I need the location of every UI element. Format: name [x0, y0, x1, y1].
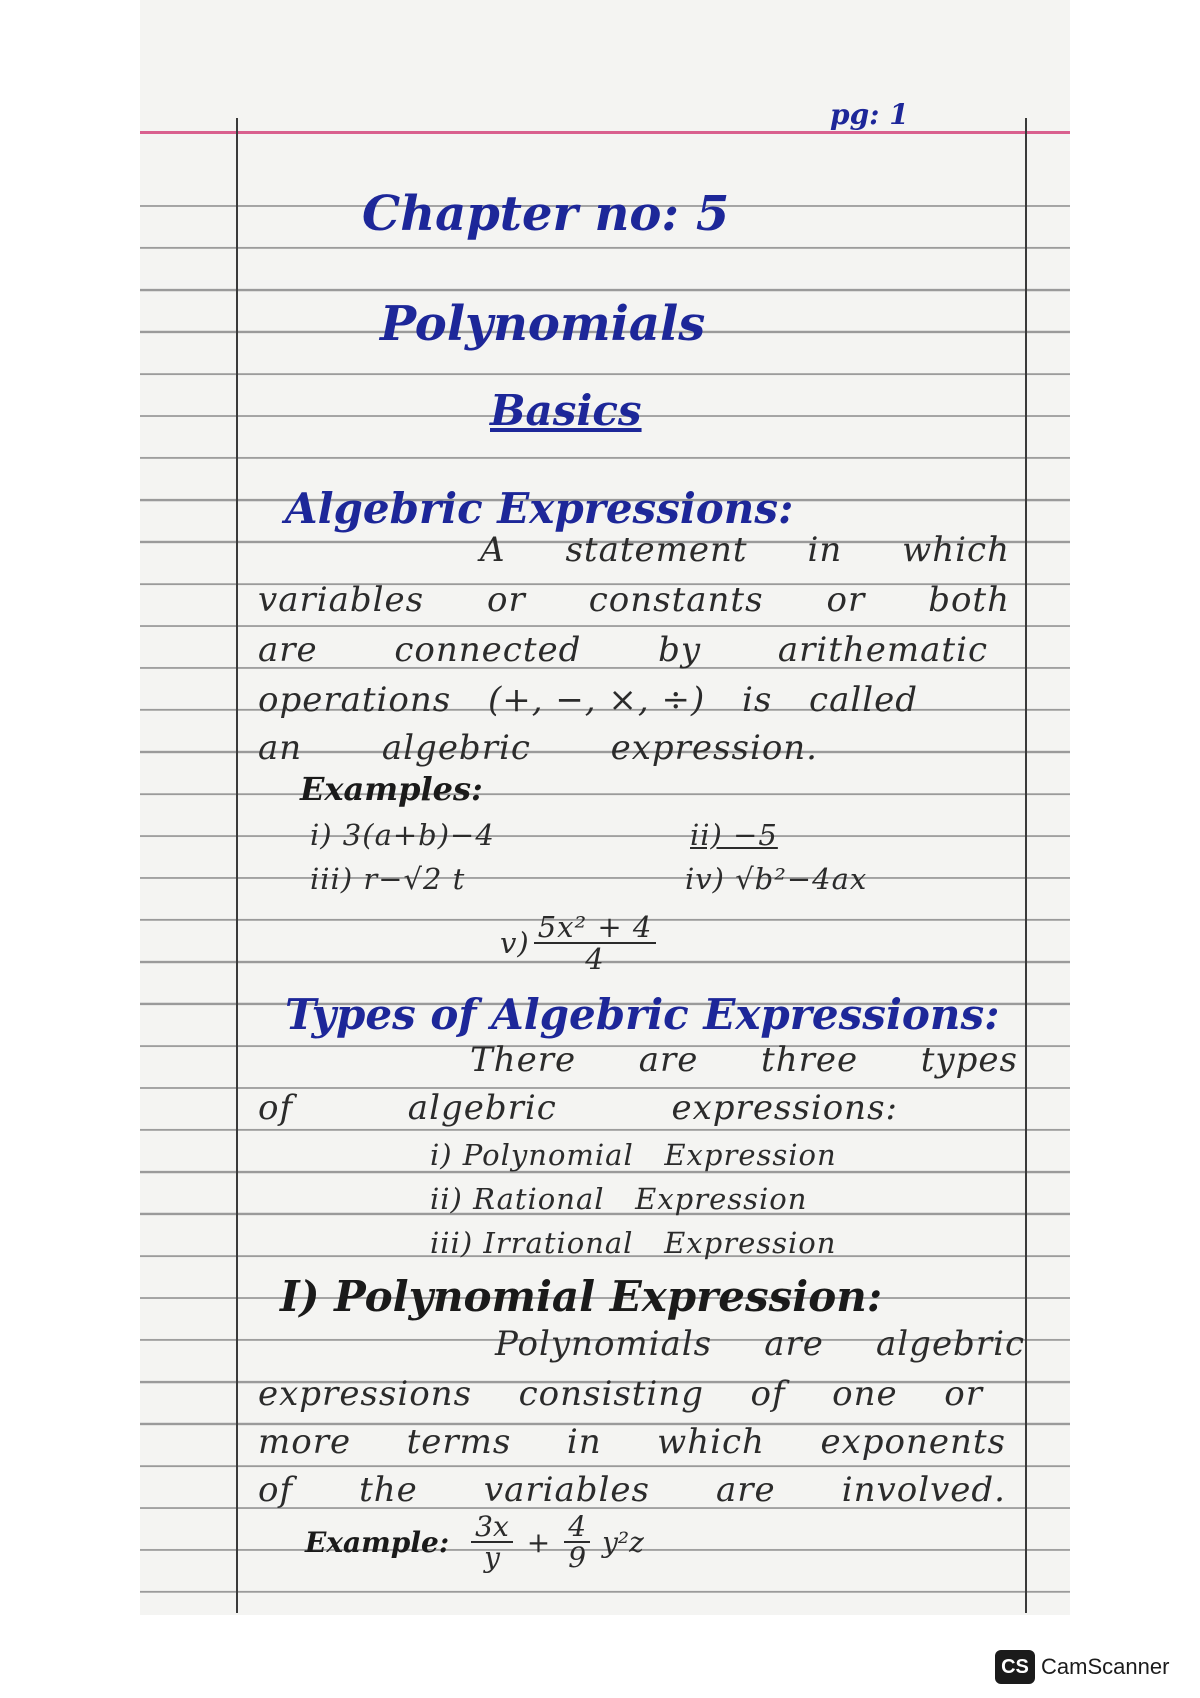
polynomial-line-4 — [258, 1470, 1006, 1510]
examples-label: Examples: — [300, 770, 483, 808]
word: of — [750, 1374, 786, 1414]
types-heading: Types of Algebric Expressions: — [285, 990, 1000, 1039]
left-margin-line — [236, 118, 238, 1613]
fraction-1-numerator: 3x — [471, 1512, 513, 1543]
definition-line-3 — [258, 630, 988, 670]
polynomial-example — [305, 1512, 644, 1573]
example-4: iv) √b²−4ax — [685, 862, 868, 896]
camscanner-label: CamScanner — [1041, 1654, 1170, 1679]
word: or — [487, 580, 526, 620]
word: is — [742, 680, 773, 720]
right-margin-line — [1025, 118, 1027, 1613]
word: are — [764, 1324, 824, 1364]
word: which — [657, 1422, 765, 1462]
type-item-1: i) Polynomial Expression — [430, 1138, 837, 1172]
types-line-2 — [258, 1088, 898, 1128]
word: an — [258, 728, 303, 768]
word: operations — [258, 680, 452, 720]
word: both — [928, 580, 1010, 620]
word: variables — [258, 580, 425, 620]
word: A — [480, 530, 506, 570]
word: expressions — [258, 1374, 473, 1414]
example-2: ii) −5 — [690, 818, 778, 852]
word: terms — [406, 1422, 512, 1462]
example-5-fraction — [534, 912, 657, 975]
word: variables — [483, 1470, 650, 1510]
example-5-prefix: v) — [500, 926, 530, 961]
word: Polynomials — [495, 1324, 713, 1364]
word: connected — [394, 630, 582, 670]
word: by — [658, 630, 702, 670]
word: of — [258, 1470, 294, 1510]
subject-title: Polynomials — [380, 296, 706, 352]
word: constants — [588, 580, 764, 620]
polynomial-example-fraction-2 — [564, 1512, 590, 1573]
polynomial-example-fraction-1 — [471, 1512, 513, 1573]
word: arithematic — [777, 630, 988, 670]
plus-sign: + — [526, 1525, 551, 1559]
word: the — [359, 1470, 418, 1510]
polynomial-line-2 — [258, 1374, 983, 1414]
word: more — [258, 1422, 352, 1462]
word: of — [258, 1088, 294, 1128]
example-3: iii) r−√2 t — [310, 862, 466, 896]
example-5-denominator: 4 — [585, 942, 605, 977]
word: algebric — [407, 1088, 557, 1128]
example-5-numerator: 5x² + 4 — [534, 912, 657, 944]
example-5 — [500, 912, 660, 975]
fraction-2-numerator: 4 — [564, 1512, 590, 1543]
definition-line-1 — [480, 530, 1010, 570]
word: expressions: — [671, 1088, 898, 1128]
fraction-2-denominator: 9 — [568, 1541, 587, 1575]
word: three — [761, 1040, 859, 1080]
fraction-1-denominator: y — [484, 1541, 500, 1575]
word: There — [470, 1040, 577, 1080]
definition-line-5 — [258, 728, 818, 768]
word: are — [258, 630, 318, 670]
type-item-2: ii) Rational Expression — [430, 1182, 808, 1216]
word: in — [807, 530, 843, 570]
word: are — [638, 1040, 699, 1080]
word: consisting — [518, 1374, 704, 1414]
section-title: Basics — [490, 386, 642, 435]
notebook-page — [140, 0, 1070, 1615]
types-line-1 — [470, 1040, 1018, 1080]
type-item-3: iii) Irrational Expression — [430, 1226, 837, 1260]
definition-line-2 — [258, 580, 1010, 620]
word: algebric — [381, 728, 531, 768]
word: in — [566, 1422, 602, 1462]
word: which — [902, 530, 1010, 570]
chapter-title: Chapter no: 5 — [362, 186, 730, 242]
polynomial-example-label: Example: — [305, 1525, 450, 1559]
polynomial-line-1 — [495, 1324, 1025, 1364]
page-number: pg: 1 — [830, 98, 909, 131]
word: types — [920, 1040, 1018, 1080]
definition-line-4 — [258, 680, 918, 720]
algebraic-heading: Algebric Expressions: — [285, 484, 794, 533]
word: (+, −, ×, ÷) — [487, 680, 706, 720]
word: or — [944, 1374, 983, 1414]
page-top-margin — [140, 0, 1070, 160]
camscanner-logo-icon: CS — [995, 1650, 1035, 1684]
polynomial-example-tail: y²z — [602, 1525, 644, 1559]
camscanner-watermark — [995, 1650, 1169, 1684]
pink-header-line — [140, 131, 1070, 134]
word: are — [716, 1470, 776, 1510]
polynomial-line-3 — [258, 1422, 1006, 1462]
example-1: i) 3(a+b)−4 — [310, 818, 495, 852]
word: statement — [565, 530, 748, 570]
word: exponents — [820, 1422, 1006, 1462]
word: expression. — [610, 728, 818, 768]
word: algebric — [876, 1324, 1025, 1364]
polynomial-heading: I) Polynomial Expression: — [280, 1272, 883, 1321]
word: or — [826, 580, 866, 620]
word: called — [809, 680, 918, 720]
word: involved. — [841, 1470, 1006, 1510]
word: one — [832, 1374, 898, 1414]
